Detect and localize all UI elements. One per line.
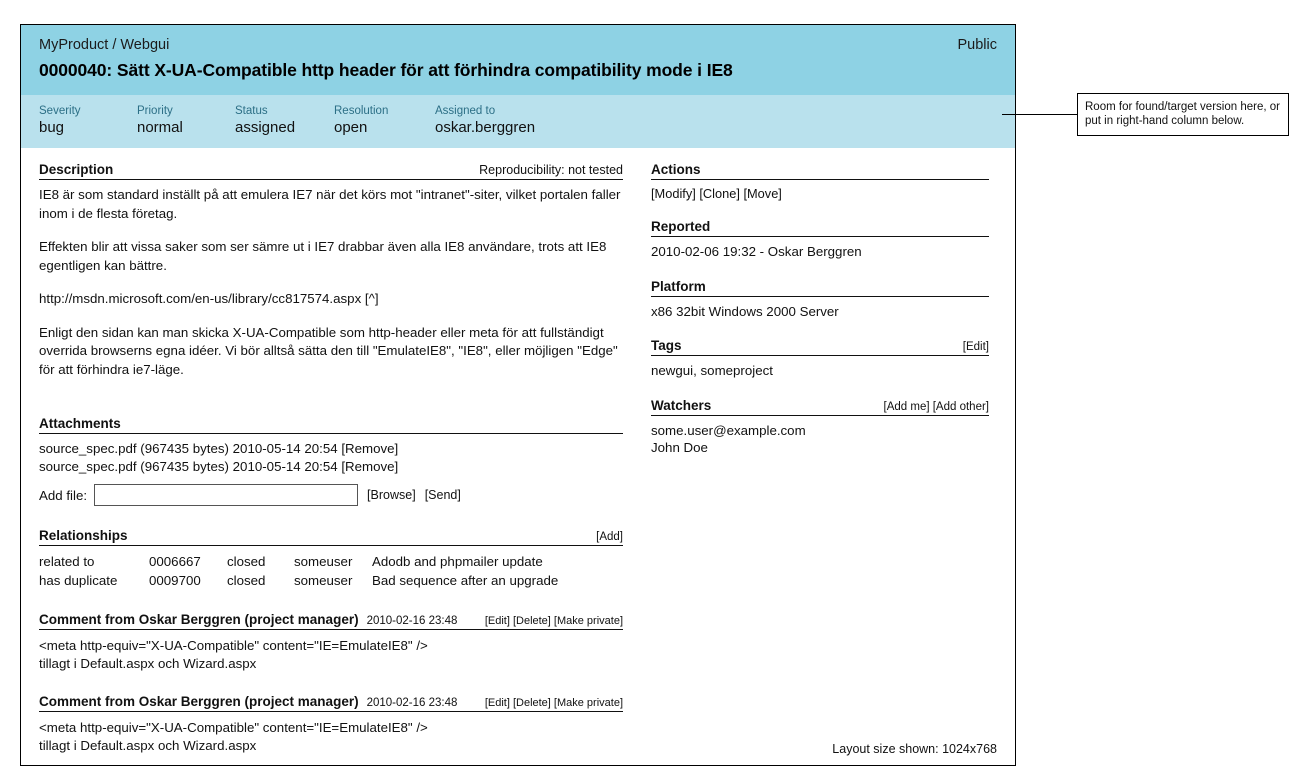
relationship-type: related to (39, 554, 95, 569)
tags-value[interactable]: newgui, someproject (651, 363, 773, 378)
sidebar-section-tags (651, 338, 989, 380)
relationships-title: Relationships (39, 528, 128, 543)
add-file-label: Add file: (39, 487, 88, 503)
mockup-frame (20, 24, 1016, 766)
comment-actions[interactable]: [Edit] [Delete] [Make private] (484, 697, 623, 709)
browse-button[interactable]: [Browse] (367, 488, 416, 502)
attachments-title: Attachments (39, 416, 121, 431)
reported-value: 2010-02-06 19:32 - Oskar Berggren (651, 244, 862, 259)
comment-author: Comment from Oskar Berggren (project manager) (39, 612, 359, 627)
comment-line: tillagt i Default.aspx och Wizard.aspx (39, 655, 257, 671)
relationships-table (39, 552, 623, 590)
sidebar-section-platform (651, 279, 989, 321)
issue-header (21, 25, 1015, 95)
attachment-item[interactable]: source_spec.pdf (967435 bytes) 2010-05-14 20:54 [Remove] (39, 441, 399, 456)
attribute-label: Assigned to (435, 105, 496, 117)
attribute-priority (137, 104, 235, 137)
comment-author: Comment from Oskar Berggren (project manager) (39, 694, 359, 709)
comment-line: tillagt i Default.aspx och Wizard.aspx (39, 737, 257, 753)
description-paragraph: Effekten blir att vissa saker som ser sämre ut i IE7 drabbar även alla IE8 användare, trots att IE8 egentligen kan bättre. (39, 239, 607, 273)
watcher-item: some.user@example.com (651, 422, 806, 438)
attribute-value: oskar.berggren (435, 119, 536, 136)
watchers-actions[interactable]: [Add me] [Add other] (883, 400, 989, 413)
platform-value: x86 32bit Windows 2000 Server (651, 303, 839, 319)
relationship-user: someuser (294, 573, 353, 588)
page-title: 0000040: Sätt X-UA-Compatible http header för att förhindra compatibility mode i IE8 (39, 60, 733, 80)
relationship-summary: Bad sequence after an upgrade (372, 573, 559, 588)
sidebar-section-watchers (651, 398, 989, 457)
send-button[interactable]: [Send] (424, 488, 461, 502)
reported-header (651, 219, 989, 237)
comment-date: 2010-02-16 23:48 (366, 615, 458, 627)
comment-header (39, 612, 623, 630)
main-column (39, 162, 651, 754)
relationship-summary: Adodb and phpmailer update (372, 554, 543, 569)
watchers-header (651, 398, 989, 416)
comment-actions[interactable]: [Edit] [Delete] [Make private] (484, 615, 623, 627)
tags-edit-button[interactable]: [Edit] (962, 341, 989, 353)
relationship-status: closed (227, 573, 266, 588)
sidebar-column (651, 162, 989, 754)
watchers-title: Watchers (651, 397, 712, 413)
relationship-type: has duplicate (39, 573, 118, 588)
attribute-status (235, 104, 334, 137)
comment-line: <meta http-equiv="X-UA-Compatible" content="IE=EmulateIE8" /> (39, 720, 428, 735)
description-title: Description (39, 162, 114, 177)
comment-date: 2010-02-16 23:48 (366, 697, 458, 709)
comment-header (39, 694, 623, 712)
attribute-value: open (334, 119, 368, 136)
attribute-value: bug (39, 119, 65, 136)
attribute-bar (21, 95, 1015, 148)
header-top-row (39, 37, 997, 53)
description-paragraph: Enligt den sidan kan man skicka X-UA-Compatible som http-header eller meta för att fullständigt overrida browserns egna idéer. Vi bör alltså sätta den till "EmulateIE8", "IE8", eller möjligen "Edge" för att förhindra ie7-läge. (39, 324, 618, 377)
sidebar-section-reported (651, 219, 989, 261)
description-paragraph: IE8 är som standard inställt på att emulera IE7 när det körs mot "intranet"-siter, vilket portalen faller inom i de flesta företag. (39, 187, 621, 221)
layout-size-note: Layout size shown: 1024x768 (832, 742, 997, 756)
actions-title: Actions (651, 162, 701, 177)
issue-body (21, 148, 1015, 754)
relationship-status: closed (227, 554, 266, 569)
table-row[interactable] (39, 552, 623, 571)
action-links[interactable]: [Modify] [Clone] [Move] (651, 186, 782, 201)
sidebar-section-actions (651, 162, 989, 201)
attribute-resolution (334, 104, 435, 137)
attribute-label: Priority (137, 105, 173, 117)
description-header (39, 162, 623, 180)
relationship-user: someuser (294, 554, 353, 569)
spacer (39, 590, 623, 612)
annotation-text: Room for found/target version here, or put in right-hand column below. (1085, 101, 1280, 127)
add-file-input[interactable] (94, 484, 358, 506)
attribute-value: normal (137, 119, 183, 136)
table-row[interactable] (39, 571, 623, 590)
spacer (39, 672, 623, 694)
actions-header (651, 162, 989, 180)
spacer (39, 506, 623, 528)
add-file-row (39, 484, 623, 506)
platform-title: Platform (651, 278, 706, 294)
reported-title: Reported (651, 219, 711, 234)
watcher-item: John Doe (651, 440, 708, 455)
attribute-assigned-to (435, 104, 535, 137)
breadcrumb[interactable]: MyProduct / Webgui (39, 37, 170, 53)
callout-leader-line (1002, 114, 1078, 115)
comment-line: <meta http-equiv="X-UA-Compatible" content="IE=EmulateIE8" /> (39, 638, 428, 653)
attribute-label: Resolution (334, 105, 389, 117)
attribute-label: Severity (39, 105, 81, 117)
reproducibility-label: Reproducibility: not tested (479, 163, 623, 177)
attribute-severity (39, 104, 137, 137)
annotation-callout (1077, 93, 1289, 136)
platform-header (651, 279, 989, 297)
relationship-id[interactable]: 0006667 (149, 554, 201, 569)
description-link-paragraph[interactable]: http://msdn.microsoft.com/en-us/library/cc817574.aspx [^] (39, 291, 379, 306)
visibility-label: Public (957, 37, 997, 53)
relationships-header (39, 528, 623, 546)
tags-header (651, 338, 989, 356)
attribute-value: assigned (235, 119, 296, 136)
relationship-id[interactable]: 0009700 (149, 573, 201, 588)
attachments-header (39, 416, 623, 434)
add-relationship-button[interactable]: [Add] (596, 531, 623, 543)
tags-title: Tags (651, 338, 682, 353)
attachment-item[interactable]: source_spec.pdf (967435 bytes) 2010-05-14 20:54 [Remove] (39, 458, 399, 474)
attribute-label: Status (235, 105, 268, 117)
spacer (39, 394, 623, 416)
